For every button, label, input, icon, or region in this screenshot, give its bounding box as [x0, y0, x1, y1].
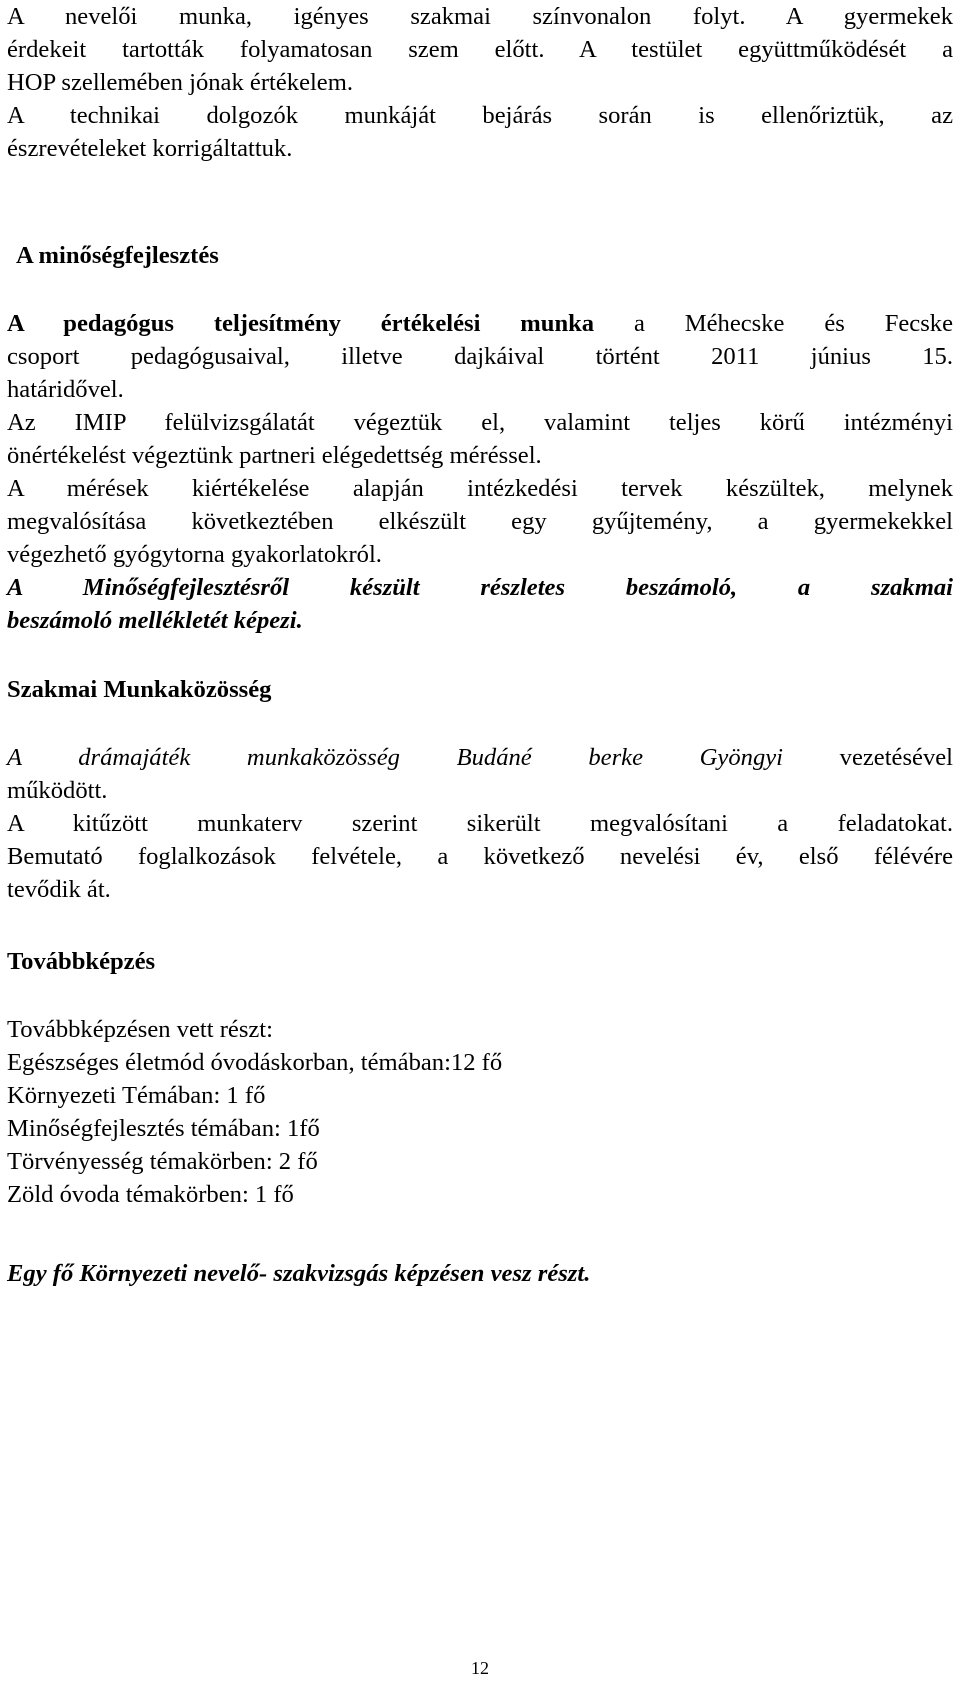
training-item: Törvényesség témakörben: 2 fő: [7, 1148, 318, 1175]
intro-line-1: A nevelői munka, igényes szakmai színvonalon folyt. A gyermekek: [7, 3, 953, 30]
training-intro: Továbbképzésen vett részt:: [7, 1016, 273, 1043]
community-p1-rest: vezetésével: [839, 744, 953, 771]
quality-p1-line-1: [7, 307, 953, 340]
community-p1-line-2: működött.: [7, 777, 108, 804]
community-p2: A kitűzött munkaterv szerint sikerült megvalósítani a feladatokat.: [7, 810, 953, 837]
page-number: 12: [471, 1658, 489, 1678]
intro-line-3: HOP szellemében jónak értékelem.: [7, 69, 354, 96]
quality-p1-bold: A pedagógus teljesítmény értékelési munka: [7, 310, 595, 337]
quality-p2-line-1: Az IMIP felülvizsgálatát végeztük el, valamint teljes körű intézményi: [7, 409, 953, 436]
quality-p3-line-1: A mérések kiértékelése alapján intézkedési tervek készültek, melynek: [7, 475, 953, 502]
community-p3-line-2: tevődik át.: [7, 876, 111, 903]
community-heading: Szakmai Munkaközösség: [7, 676, 272, 703]
quality-p4-line-1: A Minőségfejlesztésről készült részletes beszámoló, a szakmai: [7, 574, 953, 601]
intro-line-4: A technikai dolgozók munkáját bejárás során is ellenőriztük, az: [7, 102, 953, 129]
training-item: Zöld óvoda témakörben: 1 fő: [7, 1181, 294, 1208]
community-p1-italic: A drámajáték munkaközösség Budáné berke Gyöngyi: [7, 744, 783, 771]
quality-p3-line-3: végezhető gyógytorna gyakorlatokról.: [7, 541, 382, 568]
quality-heading: A minőségfejlesztés: [16, 242, 219, 269]
quality-p3-line-2: megvalósítása következtében elkészült egy gyűjtemény, a gyermekekkel: [7, 508, 953, 535]
community-p1-line-1: [7, 741, 953, 774]
quality-p1-line-3: határidővel.: [7, 376, 124, 403]
intro-line-2: érdekeit tartották folyamatosan szem előtt. A testület együttműködését a: [7, 36, 953, 63]
quality-p2-line-2: önértékelést végeztünk partneri elégedettség méréssel.: [7, 442, 542, 469]
training-heading: Továbbképzés: [7, 948, 156, 975]
training-item: Egészséges életmód óvodáskorban, témában:12 fő: [7, 1049, 503, 1076]
community-p3-line-1: Bemutató foglalkozások felvétele, a következő nevelési év, első félévére: [7, 843, 953, 870]
training-closing: Egy fő Környezeti nevelő- szakvizsgás képzésen vesz részt.: [7, 1260, 591, 1287]
training-item: Minőségfejlesztés témában: 1fő: [7, 1115, 320, 1142]
quality-p1-rest: a Méhecske és Fecske: [633, 310, 953, 337]
intro-line-5: észrevételeket korrigáltattuk.: [7, 135, 293, 162]
quality-p1-line-2: csoport pedagógusaival, illetve dajkáival történt 2011 június 15.: [7, 343, 953, 370]
training-item: Környezeti Témában: 1 fő: [7, 1082, 266, 1109]
quality-p4-line-2: beszámoló mellékletét képezi.: [7, 607, 303, 634]
